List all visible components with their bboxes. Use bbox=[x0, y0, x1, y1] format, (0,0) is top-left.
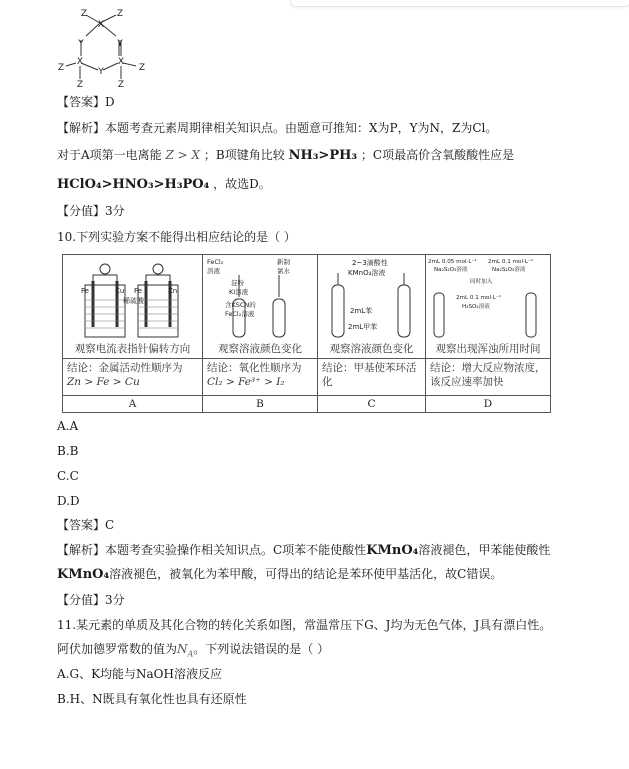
top-panel-edge bbox=[290, 0, 629, 7]
label: 2mL甲苯 bbox=[348, 323, 378, 331]
atom: X bbox=[76, 57, 84, 67]
q11-stem: 11.某元素的单质及其化合物的转化关系如图，常温常压下G、J均为无色气体，J具有漂白性。 bbox=[57, 618, 552, 632]
label: 含KSCN的 bbox=[225, 301, 256, 309]
q10-option-a: A.A bbox=[57, 419, 79, 433]
q10-analysis-line2 bbox=[57, 566, 502, 583]
text: 结论：甲基使苯环活化 bbox=[322, 362, 417, 388]
label: KI溶液 bbox=[229, 288, 249, 296]
na-letter: N bbox=[177, 642, 188, 656]
label: 2mL 0.1 mol·L⁻¹ bbox=[456, 295, 502, 301]
label: 溶液 bbox=[207, 267, 220, 275]
label: KMnO₄溶液 bbox=[348, 269, 386, 277]
label: Fe bbox=[134, 287, 142, 295]
atom: Y bbox=[98, 67, 104, 77]
atom: X bbox=[117, 57, 125, 67]
atom: X bbox=[97, 20, 105, 30]
formula: NH₃>PH₃ bbox=[288, 148, 358, 163]
label: Fe bbox=[81, 287, 89, 295]
q9-analysis-line3 bbox=[57, 176, 271, 193]
label: 2~3滴酸性 bbox=[352, 259, 388, 267]
text: ，故选D。 bbox=[213, 177, 271, 191]
math: Zn > Fe > Cu bbox=[67, 376, 140, 388]
text: 结论：增大反应物浓度，该反应速率加快 bbox=[430, 362, 546, 388]
formula: KMnO₄ bbox=[57, 567, 110, 582]
q10-option-c: C.C bbox=[57, 469, 79, 483]
label: 氯水 bbox=[277, 267, 290, 275]
atom: Y bbox=[78, 39, 84, 49]
text: 结论：金属活动性顺序为 bbox=[67, 362, 183, 374]
conclusion-b bbox=[203, 359, 318, 396]
kmno4-tubes-figure bbox=[318, 255, 424, 341]
q11-option-a: A.G、K均能与NaOH溶液反应 bbox=[57, 667, 222, 681]
q10-analysis bbox=[57, 542, 550, 559]
option-letter: A bbox=[63, 396, 203, 413]
q11-stem-line2 bbox=[57, 641, 329, 662]
formula: KMnO₄ bbox=[366, 543, 419, 558]
q10-stem: 10.下列实验方案不能得出相应结论的是（ ） bbox=[57, 230, 296, 244]
text: 阿伏加德罗常数的值为 bbox=[57, 642, 178, 656]
molecule-structure bbox=[48, 6, 158, 92]
galvanic-cells-figure bbox=[63, 255, 201, 341]
label: 2mL 0.05 mol·L⁻¹ bbox=[428, 259, 477, 265]
label: 新制 bbox=[277, 258, 290, 266]
option-letter: B bbox=[203, 396, 318, 413]
text: 。下列说法错误的是（ ） bbox=[193, 642, 330, 656]
caption: 观察出现浑浊所用时间 bbox=[435, 343, 541, 355]
atom: Z bbox=[80, 9, 88, 19]
math: Cl₂ > Fe³⁺ > I₂ bbox=[207, 376, 285, 388]
label: Zn bbox=[168, 287, 178, 295]
q10-score: 【分值】3分 bbox=[57, 593, 125, 607]
q9-analysis-line2 bbox=[57, 147, 514, 164]
label: Cu bbox=[115, 287, 125, 295]
inequality: Z > X bbox=[165, 148, 201, 162]
q10-option-d: D.D bbox=[57, 494, 80, 508]
label: 2mL苯 bbox=[350, 307, 373, 315]
text: 溶液褪色，被氧化为苯甲酸，可得出的结论是苯环使甲基活化，故C错误。 bbox=[109, 567, 503, 581]
experiment-table bbox=[62, 254, 551, 413]
caption: 观察电流表指针偏转方向 bbox=[74, 343, 191, 355]
label: 2mL 0.1 mol·L⁻¹ bbox=[488, 259, 534, 265]
text: ；B项键角比较 bbox=[203, 148, 285, 162]
text: 结论：氧化性顺序为 bbox=[207, 362, 302, 374]
q11-option-b: B.H、N既具有氧化性也具有还原性 bbox=[57, 692, 247, 706]
text: 溶液褪色，甲苯能使酸性 bbox=[418, 543, 551, 557]
exp-image-a bbox=[63, 255, 203, 359]
option-letter: D bbox=[426, 396, 551, 413]
q10-option-b: B.B bbox=[57, 444, 79, 458]
conclusion-d bbox=[426, 359, 551, 396]
option-letter: C bbox=[318, 396, 426, 413]
atom: Z bbox=[57, 63, 65, 73]
label: H₂SO₄溶液 bbox=[462, 304, 490, 310]
label: 同时加入 bbox=[470, 279, 493, 285]
atom: Z bbox=[117, 80, 125, 90]
text: 【解析】本题考查实验操作相关知识点。C项苯不能使酸性 bbox=[57, 543, 367, 557]
atom: Z bbox=[138, 63, 146, 73]
formula: HClO₄>HNO₃>H₃PO₄ bbox=[57, 177, 210, 192]
q9-score: 【分值】3分 bbox=[57, 204, 125, 218]
atom: Y bbox=[117, 39, 123, 49]
caption: 观察溶液颜色变化 bbox=[329, 343, 414, 355]
q9-answer: 【答案】D bbox=[57, 95, 115, 109]
exp-image-b bbox=[203, 255, 318, 359]
atom: Z bbox=[76, 80, 84, 90]
q9-analysis: 【解析】本题考查元素周期律相关知识点。由题意可推知：X为P，Y为N，Z为Cl。 bbox=[57, 121, 498, 135]
label: 淀粉 bbox=[231, 279, 244, 287]
q10-answer: 【答案】C bbox=[57, 518, 115, 532]
na-symbol bbox=[177, 642, 194, 659]
label: Na₂S₂O₃溶液 bbox=[434, 267, 468, 273]
label: FeCl₂溶液 bbox=[225, 310, 255, 318]
caption: 观察溶液颜色变化 bbox=[218, 343, 302, 355]
text: ；C项最高价含氧酸酸性应是 bbox=[360, 148, 515, 162]
label: FeCl₂ bbox=[207, 258, 224, 266]
label: 稀硫酸 bbox=[123, 297, 144, 305]
label: Na₂S₂O₃溶液 bbox=[492, 267, 526, 273]
thiosulfate-tubes-figure bbox=[426, 255, 549, 341]
redox-tubes-figure bbox=[203, 255, 316, 341]
text: 对于A项第一电离能 bbox=[57, 148, 162, 162]
atom: Z bbox=[116, 9, 124, 19]
conclusion-c bbox=[318, 359, 426, 396]
na-subscript: A bbox=[187, 649, 194, 659]
exp-image-d bbox=[426, 255, 551, 359]
conclusion-a bbox=[63, 359, 203, 396]
exp-image-c bbox=[318, 255, 426, 359]
